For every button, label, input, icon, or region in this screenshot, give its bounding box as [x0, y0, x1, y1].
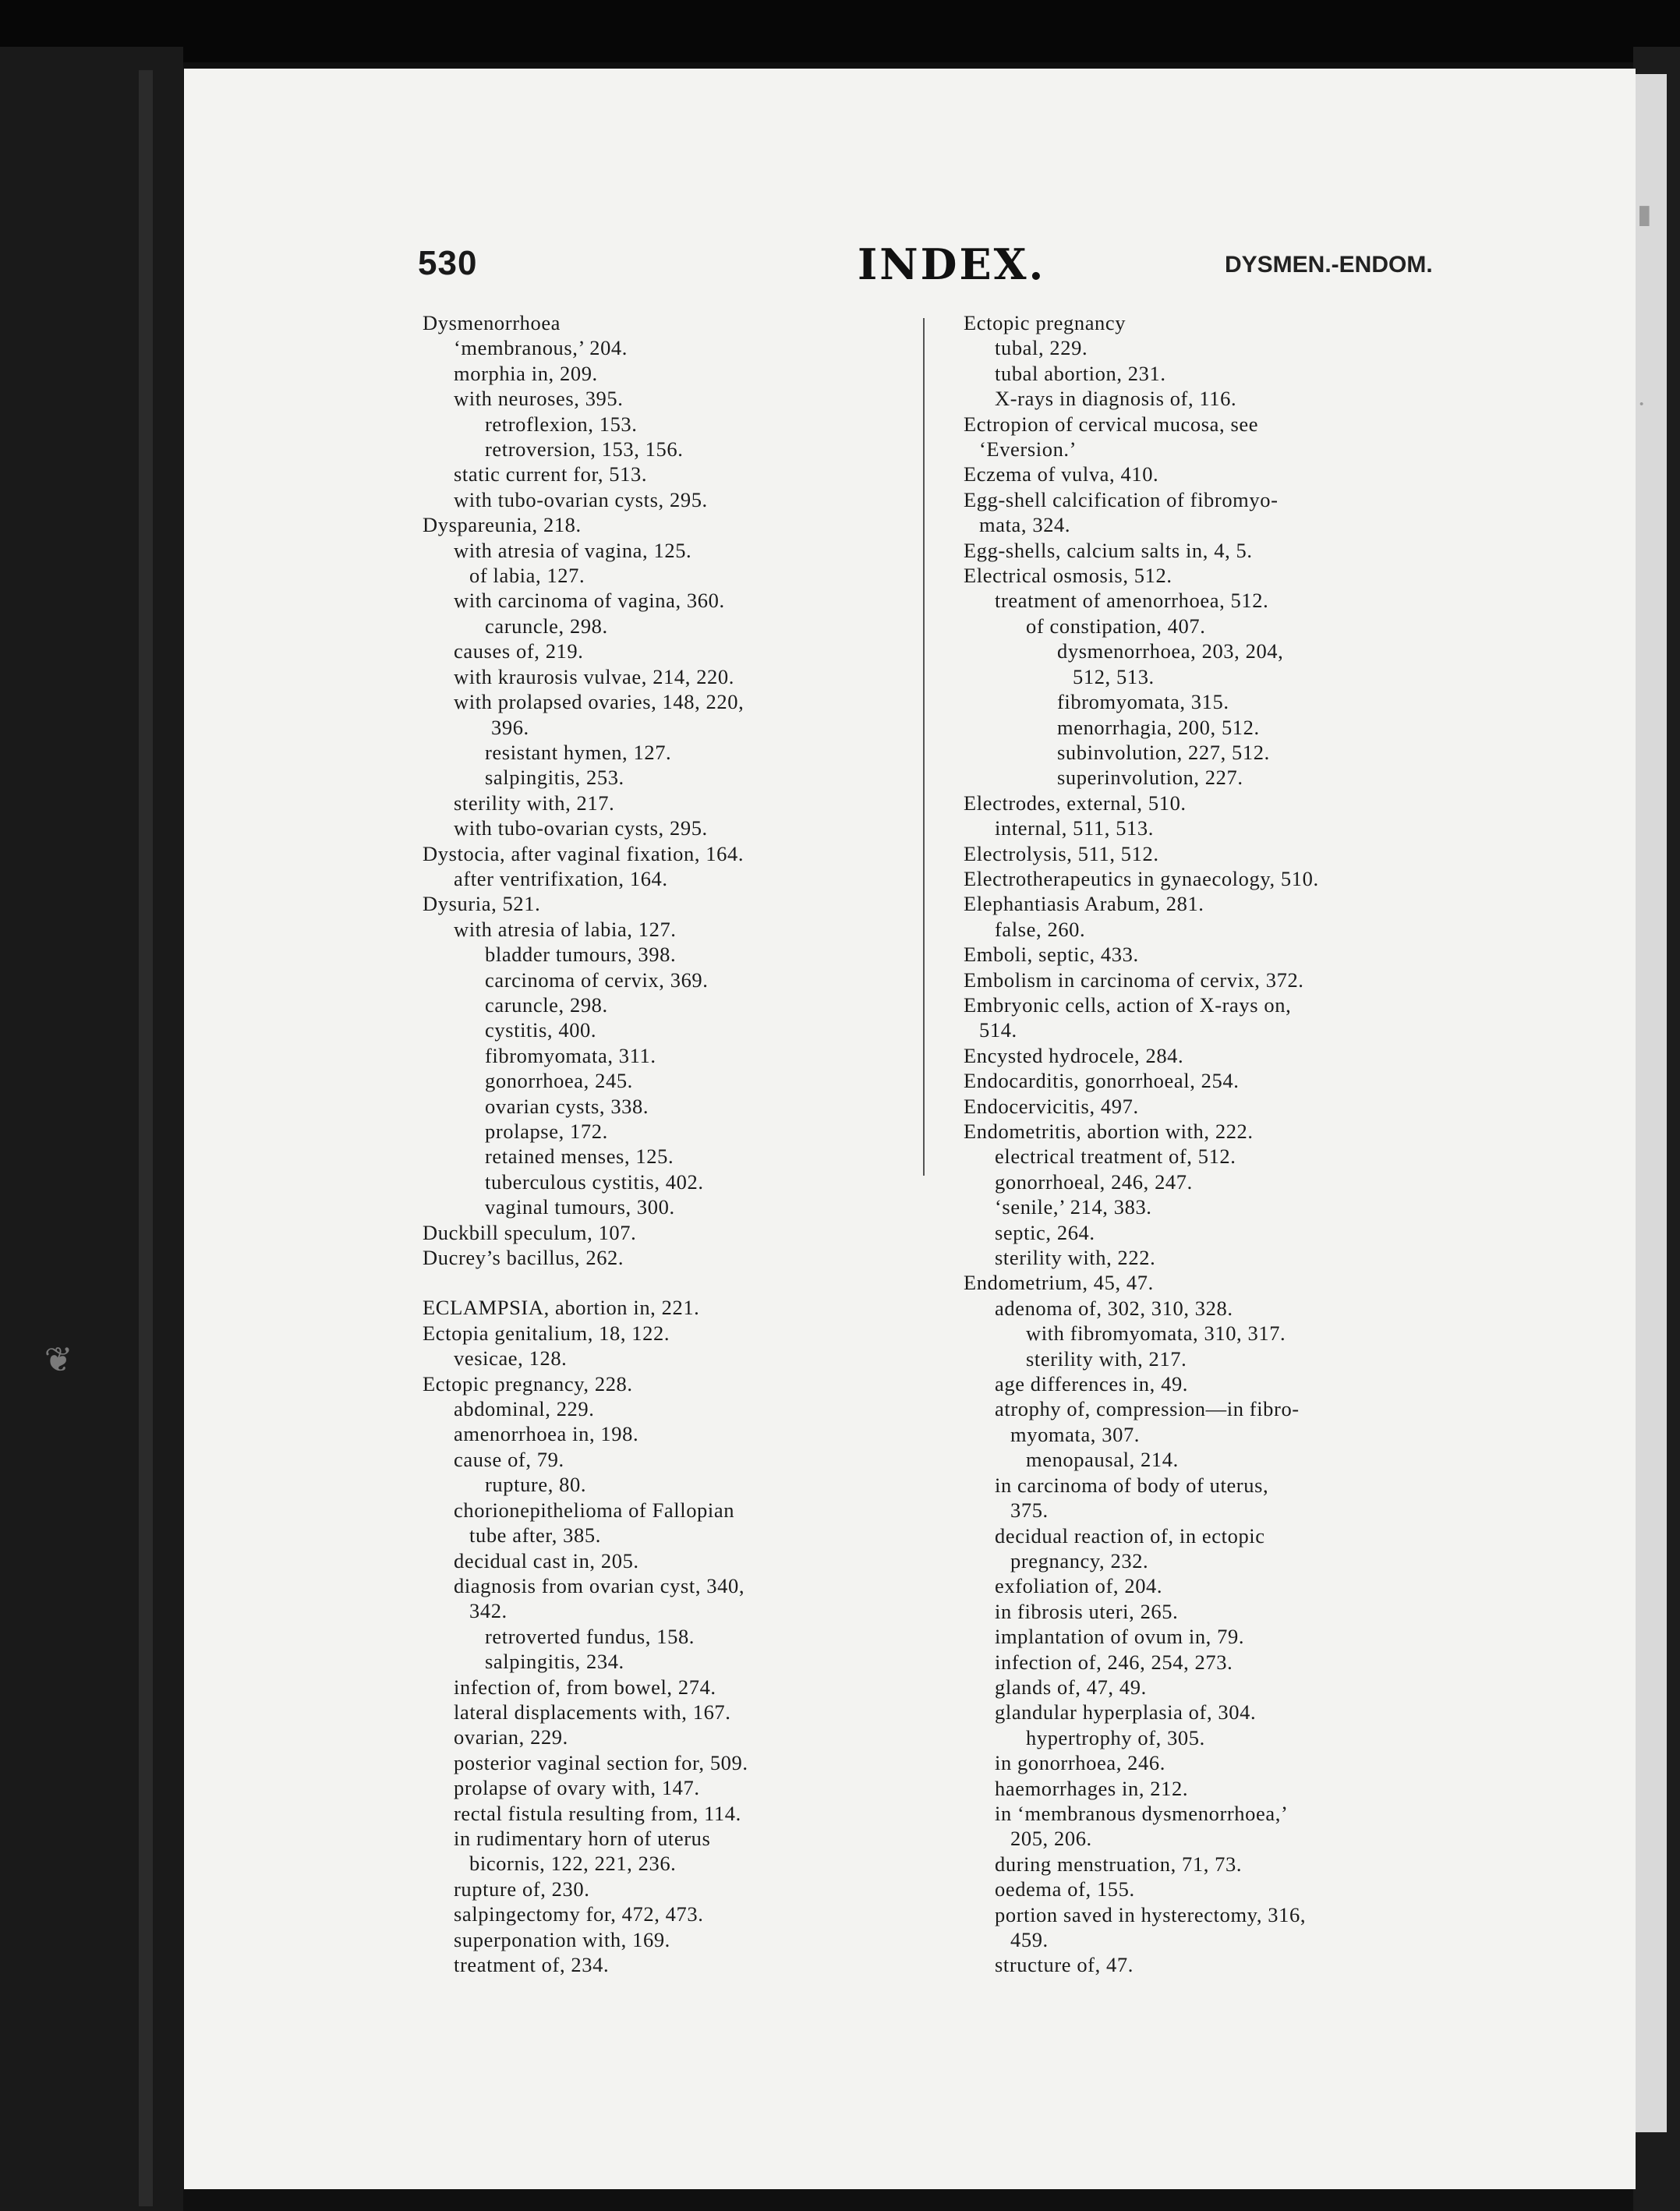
- index-subentry: diagnosis from ovarian cyst, 340,: [454, 1573, 745, 1597]
- index-subentry: caruncle, 298.: [485, 614, 608, 638]
- index-subentry: exfoliation of, 204.: [995, 1574, 1163, 1598]
- index-heading-entry: Electrodes, external, 510.: [964, 791, 1187, 815]
- index-subentry: haemorrhages in, 212.: [995, 1776, 1189, 1800]
- index-subentry: glands of, 47, 49.: [995, 1675, 1147, 1699]
- index-subentry: with atresia of vagina, 125.: [454, 538, 692, 562]
- index-subentry: treatment of amenorrhoea, 512.: [995, 589, 1269, 613]
- index-column-right: [964, 310, 1462, 1978]
- index-subentry: pregnancy, 232.: [1010, 1548, 1149, 1572]
- index-subentry: after ventrifixation, 164.: [454, 866, 668, 890]
- index-subentry: during menstruation, 71, 73.: [995, 1852, 1243, 1876]
- index-subentry: ‘membranous,’ 204.: [454, 336, 628, 360]
- index-range-label: DYSMEN.-ENDOM.: [1225, 252, 1433, 278]
- index-subentry: 459.: [1010, 1928, 1049, 1951]
- index-subentry: cause of, 79.: [454, 1447, 564, 1471]
- index-subentry: in gonorrhoea, 246.: [995, 1751, 1165, 1775]
- index-subentry: gonorrhoeal, 246, 247.: [995, 1169, 1193, 1194]
- index-subentry: 375.: [1010, 1498, 1049, 1523]
- index-heading-entry: Egg-shells, calcium salts in, 4, 5.: [964, 538, 1253, 562]
- scan-top-band: [0, 0, 1680, 62]
- index-subentry: with prolapsed ovaries, 148, 220,: [454, 690, 745, 714]
- index-subentry: of constipation, 407.: [1026, 614, 1206, 638]
- index-heading-entry: Elephantiasis Arabum, 281.: [964, 892, 1204, 916]
- column-divider: [923, 318, 925, 1176]
- index-heading-entry: Endometritis, abortion with, 222.: [964, 1120, 1254, 1143]
- index-subentry: ovarian, 229.: [454, 1725, 568, 1749]
- index-subentry: treatment of, 234.: [454, 1953, 610, 1976]
- index-subentry: 205, 206.: [1010, 1827, 1092, 1851]
- index-subentry: rupture, 80.: [485, 1473, 587, 1497]
- index-subentry: tuberculous cystitis, 402.: [485, 1169, 704, 1194]
- index-subentry: with kraurosis vulvae, 214, 220.: [454, 664, 734, 688]
- index-subentry: vaginal tumours, 300.: [485, 1195, 675, 1219]
- index-subentry: vesicae, 128.: [454, 1346, 568, 1371]
- edge-mark-icon: ·: [1637, 390, 1646, 419]
- index-subentry: ‘Eversion.’: [979, 437, 1077, 462]
- index-heading-entry: Endometrium, 45, 47.: [964, 1271, 1154, 1295]
- index-subentry: false, 260.: [995, 917, 1086, 941]
- page-number: 530: [418, 244, 478, 282]
- page-title: INDEX.: [858, 239, 1046, 289]
- index-heading-entry: Ectopia genitalium, 18, 122.: [423, 1321, 670, 1345]
- index-heading-entry: Endocervicitis, 497.: [964, 1094, 1139, 1118]
- index-subentry: in ‘membranous dysmenorrhoea,’: [995, 1801, 1289, 1825]
- index-heading-entry: Emboli, septic, 433.: [964, 943, 1139, 967]
- index-heading-entry: Embolism in carcinoma of cervix, 372.: [964, 968, 1304, 992]
- index-subentry: subinvolution, 227, 512.: [1057, 740, 1270, 764]
- next-page-edge: [1636, 74, 1667, 2132]
- index-subentry: chorionepithelioma of Fallopian: [454, 1498, 735, 1522]
- index-heading-entry: Electrolysis, 511, 512.: [964, 841, 1159, 865]
- index-subentry: ‘senile,’ 214, 383.: [995, 1195, 1152, 1219]
- index-subentry: adenoma of, 302, 310, 328.: [995, 1296, 1233, 1320]
- book-page: [184, 69, 1636, 2189]
- index-subentry: in fibrosis uteri, 265.: [995, 1599, 1179, 1623]
- index-subentry: tube after, 385.: [469, 1523, 601, 1548]
- index-subentry: ovarian cysts, 338.: [485, 1094, 649, 1118]
- index-subentry: rupture of, 230.: [454, 1877, 590, 1901]
- index-subentry: salpingitis, 253.: [485, 766, 624, 790]
- index-subentry: menorrhagia, 200, 512.: [1057, 715, 1260, 739]
- index-subentry: infection of, 246, 254, 273.: [995, 1650, 1233, 1674]
- index-subentry: retroversion, 153, 156.: [485, 437, 684, 462]
- index-heading-entry: Electrical osmosis, 512.: [964, 564, 1172, 588]
- index-subentry: tubal abortion, 231.: [995, 361, 1166, 385]
- index-heading-entry: Encysted hydrocele, 284.: [964, 1043, 1184, 1067]
- index-subentry: posterior vaginal section for, 509.: [454, 1750, 748, 1774]
- index-subentry: with tubo-ovarian cysts, 295.: [454, 816, 708, 840]
- index-subentry: resistant hymen, 127.: [485, 740, 672, 764]
- binding-ornament-icon: ❦: [44, 1341, 73, 1379]
- index-subentry: amenorrhoea in, 198.: [454, 1422, 639, 1446]
- index-subentry: 342.: [469, 1599, 508, 1623]
- index-subentry: with tubo-ovarian cysts, 295.: [454, 487, 708, 511]
- index-heading-entry: Duckbill speculum, 107.: [423, 1220, 637, 1244]
- index-subentry: abdominal, 229.: [454, 1397, 595, 1421]
- index-column-left: [423, 310, 921, 1977]
- index-subentry: 396.: [491, 715, 529, 739]
- index-heading-entry: Dystocia, after vaginal fixation, 164.: [423, 841, 745, 865]
- index-heading-entry: Endocarditis, gonorrhoeal, 254.: [964, 1069, 1240, 1093]
- index-subentry: with carcinoma of vagina, 360.: [454, 589, 725, 613]
- index-subentry: decidual reaction of, in ectopic: [995, 1523, 1265, 1548]
- edge-mark-icon: ▮: [1637, 200, 1652, 229]
- index-heading-entry: Dyspareunia, 218.: [423, 513, 582, 537]
- index-subentry: dysmenorrhoea, 203, 204,: [1057, 639, 1284, 663]
- index-subentry: causes of, 219.: [454, 639, 584, 663]
- index-subentry: with atresia of labia, 127.: [454, 917, 677, 941]
- index-subentry: electrical treatment of, 512.: [995, 1144, 1236, 1169]
- index-heading-entry: Ducrey’s bacillus, 262.: [423, 1246, 624, 1270]
- index-subentry: 512, 513.: [1073, 664, 1155, 688]
- index-subentry: myomata, 307.: [1010, 1422, 1141, 1446]
- index-heading-entry: Dysuria, 521.: [423, 892, 541, 916]
- index-subentry: sterility with, 222.: [995, 1246, 1156, 1270]
- book-left-edge: [0, 47, 183, 2211]
- index-subentry: in rudimentary horn of uterus: [454, 1826, 711, 1850]
- index-heading-entry: Embryonic cells, action of X-rays on,: [964, 992, 1292, 1017]
- index-subentry: age differences in, 49.: [995, 1372, 1189, 1396]
- index-subentry: rectal fistula resulting from, 114.: [454, 1801, 741, 1825]
- running-head: [184, 239, 1636, 291]
- index-subentry: retroflexion, 153.: [485, 412, 638, 436]
- index-subentry: infection of, from bowel, 274.: [454, 1675, 716, 1699]
- index-subentry: X-rays in diagnosis of, 116.: [995, 387, 1237, 411]
- index-subentry: retroverted fundus, 158.: [485, 1624, 695, 1648]
- index-subentry: structure of, 47.: [995, 1953, 1134, 1977]
- book-binding-line: [139, 70, 153, 2206]
- index-subentry: oedema of, 155.: [995, 1877, 1135, 1901]
- index-subentry: portion saved in hysterectomy, 316,: [995, 1902, 1307, 1926]
- index-subentry: with fibromyomata, 310, 317.: [1026, 1321, 1286, 1346]
- index-subentry: superinvolution, 227.: [1057, 766, 1243, 790]
- index-subentry: atrophy of, compression—in fibro-: [995, 1397, 1300, 1421]
- index-heading-entry: Dysmenorrhoea: [423, 311, 561, 334]
- index-subentry: carcinoma of cervix, 369.: [485, 968, 709, 992]
- index-subentry: prolapse of ovary with, 147.: [454, 1776, 700, 1800]
- index-subentry: in carcinoma of body of uterus,: [995, 1473, 1269, 1497]
- index-subentry: cystitis, 400.: [485, 1018, 597, 1042]
- index-subentry: morphia in, 209.: [454, 361, 598, 385]
- index-subentry: internal, 511, 513.: [995, 816, 1154, 840]
- index-heading-entry: Eczema of vulva, 410.: [964, 462, 1159, 486]
- index-subentry: implantation of ovum in, 79.: [995, 1625, 1245, 1649]
- index-subentry: hypertrophy of, 305.: [1026, 1725, 1205, 1749]
- index-subentry: prolapse, 172.: [485, 1120, 608, 1143]
- index-subentry: mata, 324.: [979, 513, 1071, 537]
- index-subentry: 514.: [979, 1018, 1017, 1042]
- index-subentry: decidual cast in, 205.: [454, 1548, 639, 1572]
- index-subentry: fibromyomata, 311.: [485, 1043, 656, 1067]
- index-subentry: caruncle, 298.: [485, 992, 608, 1017]
- index-heading-entry: Egg-shell calcification of fibromyo-: [964, 487, 1279, 511]
- index-subentry: salpingitis, 234.: [485, 1650, 624, 1674]
- index-subentry: gonorrhoea, 245.: [485, 1069, 633, 1093]
- index-subentry: of labia, 127.: [469, 564, 585, 588]
- index-subentry: sterility with, 217.: [454, 791, 615, 815]
- index-subentry: fibromyomata, 315.: [1057, 690, 1229, 714]
- index-subentry: glandular hyperplasia of, 304.: [995, 1700, 1257, 1725]
- index-heading-entry: Ectopic pregnancy, 228.: [423, 1371, 633, 1396]
- index-subentry: bicornis, 122, 221, 236.: [469, 1852, 677, 1876]
- index-subentry: sterility with, 217.: [1026, 1346, 1187, 1371]
- index-heading-entry: ECLAMPSIA, abortion in, 221.: [423, 1296, 700, 1320]
- index-subentry: septic, 264.: [995, 1220, 1095, 1244]
- index-heading-entry: Ectropion of cervical mucosa, see: [964, 412, 1259, 436]
- index-subentry: tubal, 229.: [995, 336, 1088, 360]
- index-subentry: lateral displacements with, 167.: [454, 1700, 731, 1724]
- index-subentry: static current for, 513.: [454, 462, 648, 486]
- index-subentry: menopausal, 214.: [1026, 1448, 1179, 1472]
- index-subentry: bladder tumours, 398.: [485, 943, 677, 967]
- index-heading-entry: Electrotherapeutics in gynaecology, 510.: [964, 866, 1319, 890]
- index-heading-entry: Ectopic pregnancy: [964, 311, 1126, 334]
- index-subentry: superponation with, 169.: [454, 1927, 670, 1951]
- index-subentry: salpingectomy for, 472, 473.: [454, 1902, 704, 1926]
- index-subentry: retained menses, 125.: [485, 1144, 674, 1169]
- index-subentry: with neuroses, 395.: [454, 387, 624, 411]
